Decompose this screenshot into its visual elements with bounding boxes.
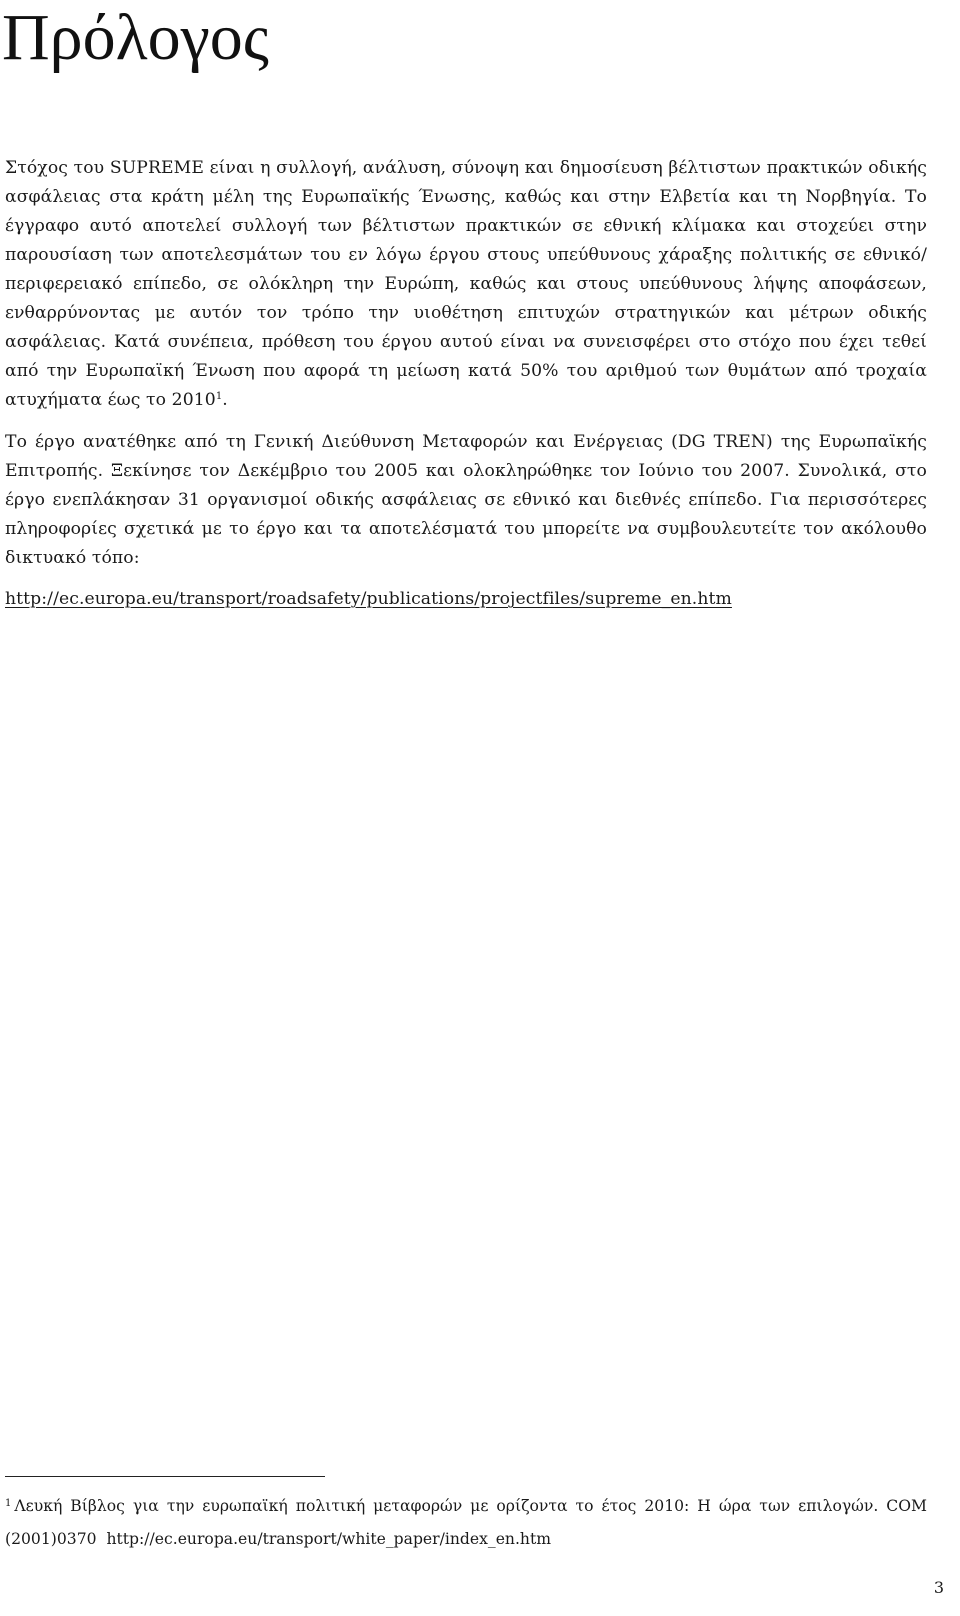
project-link[interactable]: http://ec.europa.eu/transport/roadsafety/publications/projectfiles/supreme_en.htm: [5, 589, 732, 609]
project-link-line: [5, 585, 927, 614]
footnote-separator: [5, 1476, 325, 1477]
page-number: 3: [933, 1578, 944, 1597]
intro-paragraph: [5, 154, 927, 415]
footnote-text: Λευκή Βίβλος για την ευρωπαϊκή πολιτική μεταφορών με ορίζοντα το έτος 2010: Η ώρα των επιλογών. COM (2001)0370: [5, 1497, 927, 1548]
intro-paragraph-text: Στόχος του SUPREME είναι η συλλογή, ανάλυση, σύνοψη και δημοσίευση βέλτιστων πρακτικών οδικής ασφάλειας στα κράτη μέλη της Ευρωπαϊκής Ένωσης, καθώς και στην Ελβετία και τη Νορβηγία. Το έγγραφο αυτό αποτελεί συλλογή των βέλτιστων πρακτικών σε εθνική κλίμακα και στοχεύει στην παρουσίαση των αποτελεσμάτων του εν λόγω έργου στους υπεύθυνους χάραξης πολιτικής σε εθνικό/περιφερειακό επίπεδο, σε ολόκληρη την Ευρώπη, καθώς και στους υπεύθυνους λήψης αποφάσεων, ενθαρρύνοντας με αυτόν τον τρόπο την υιοθέτηση επιτυχών στρατηγικών και μέτρων οδικής ασφάλειας. Κατά συνέπεια, πρόθεση του έργου αυτού είναι να συνεισφέρει στο στόχο που έχει τεθεί από την Ευρωπαϊκή Ένωση που αφορά τη μείωση κατά 50% του αριθμού των θυμάτων από τροχαία ατυχήματα έως το 2010: [5, 158, 927, 410]
page-title: Πρόλογος: [2, 1, 269, 74]
footnote-link[interactable]: http://ec.europa.eu/transport/white_paper/index_en.htm: [106, 1530, 552, 1548]
project-paragraph: Το έργο ανατέθηκε από τη Γενική Διεύθυνση Μεταφορών και Ενέργειας (DG TREN) της Ευρωπαϊκής Επιτροπής. Ξεκίνησε τον Δεκέμβριο του 2005 και ολοκληρώθηκε τον Ιούνιο του 2007. Συνολικά, στο έργο ενεπλάκησαν 31 οργανισμοί οδικής ασφάλειας σε εθνικό και διεθνές επίπεδο. Για περισσότερες πληροφορίες σχετικά με το έργο και τα αποτελέσματά του μπορείτε να συμβουλευτείτε τον ακόλουθο δικτυακό τόπο:: [5, 432, 927, 568]
footnote: [5, 1490, 927, 1556]
intro-paragraph-end: .: [222, 390, 228, 410]
footnote-marker: 1: [5, 1498, 12, 1509]
footnote-reference[interactable]: 1: [215, 391, 223, 402]
